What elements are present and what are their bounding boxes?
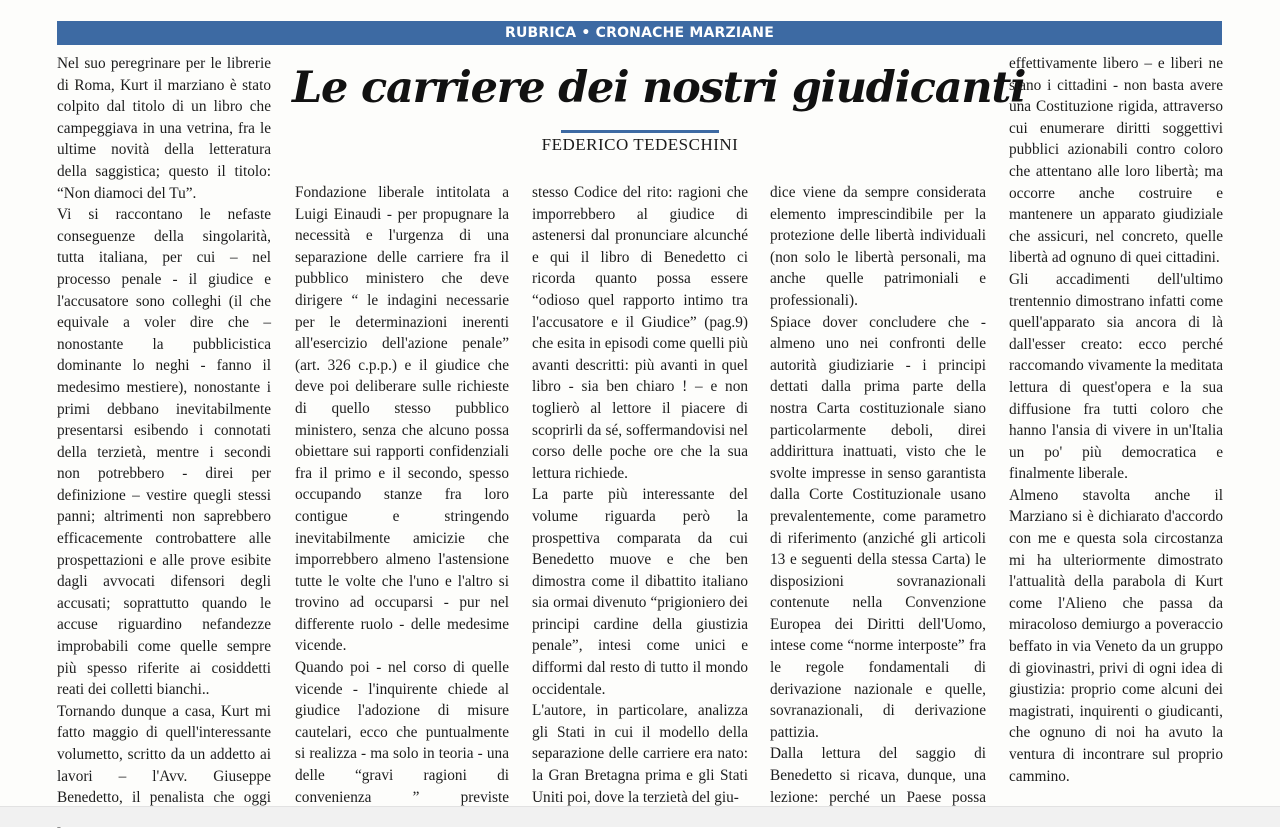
section-bar [57,21,1222,45]
column-paragraph: Gli accadimenti dell'ultimo trentennio dimostrano infatti come quell'apparato sia ancora di là dall'esser creato: ecco perché raccomando vivamente la meditata lettura di quest'opera e la sua diffusione fra tutti coloro che hanno l'ansia di vivere in un'Italia un po' più democratica e finalmente liberale. [1009,270,1223,483]
page-bottom-margin [0,806,1280,827]
column-paragraph: Fondazione liberale intitolata a Luigi Einaudi - per propugnare la necessità e l'urgenza di una separazione delle carriere fra il pubblico ministero che deve dirigere “ le indagini necessarie per le determinazioni inerenti all'esercizio dell'azione penale” (art. 326 c.p.p.) e il giudice che deve poi deliberare sulle richieste di quello stesso pubblico ministero, senza che alcuno possa obiettare sui rapporti confidenziali fra il primo e il secondo, spesso occupando stanze fra loro contigue e stringendo inevitabilmente amicizie che imporrebbero almeno l'astensione tutte le volte che l'uno e l'altro si trovino ad occuparsi - pur nel differente ruolo - delle medesime vicende. [295,184,509,655]
column-paragraph: Vi si raccontano le nefaste conseguenze della singolarità, tutta italiana, per cui – nel processo penale - il giudice e l'accusatore sono colleghi (il che equivale a voler dire che – nonostante la pubblicistica dominante lo neghi - fanno il medesimo mestiere), nonostante i primi debbano inevitabilmente presentarsi esibendo i connotati della terzietà, mentre i secondi non potrebbero - direi per definizione – vestire quegli stessi panni; altrimenti non saprebbero efficacemente controbattere alle prospettazioni e alle prove esibite dagli avvocati difensori degli accusati; soprattutto quando le accuse riguardino nefandezze improbabili come quelle sempre più spesso riferite ai cosiddetti reati dei colletti bianchi.. [57,206,271,699]
article-column-1 [57,53,271,830]
column-paragraph: La parte più interessante del volume riguarda però la prospettiva comparata da cui Benedetto muove e che ben dimostra come il dibattito italiano sia ormai divenuto “prigioniero dei principi cardine della giustizia penale”, intesi come unici e difformi dal resto di tutto il mondo occidentale. [532,486,748,698]
article-column-5 [1009,53,1223,787]
column-paragraph: Dalla lettura del saggio di Benedetto si ricava, dunque, una lezione: perché un Paese possa [770,745,986,806]
author-rule [561,130,719,133]
column-paragraph: L'autore, in particolare, analizza gli Stati in cui il modello della separazione delle carriere era nato: la Gran Bretagna prima e gli Stati Uniti poi, dove la terzietà del giu- [532,702,748,806]
column-paragraph: effettivamente libero – e liberi ne siano i cittadini - non basta avere una Costituzione rigida, attraverso cui enumerare diritti soggettivi pubblici azionabili contro coloro che attentano alle loro libertà; ma occorre anche costruire e mantenere un apparato giudiziale che assicuri, nel concreto, quelle libertà ad ognuno di quei cittadini. [1009,55,1223,267]
article-headline: Le carriere dei nostri giudicanti [292,63,1026,113]
article-column-2 [295,182,509,830]
column-paragraph: Quando poi - nel corso di quelle vicende - l'inquirente chiede al giudice l'adozione di misure cautelari, ecco che puntualmente si realizza - ma solo in teoria - una delle “gravi ragioni di convenienza ” previste [295,659,509,806]
article-column-4 [770,182,986,830]
column-paragraph: Spiace dover concludere che - almeno uno nei confronti delle autorità giudiziarie - i principi dettati dalla prima parte della nostra Carta costituzionale siano particolarmente deboli, direi addirittura inattuati, visto che le svolte impresse in senso garantista dalla Corte Costituzionale usano prevalentemente, come parametro di riferimento (anziché gli articoli 13 e seguenti della stessa Carta) le disposizioni sovranazionali contenute nella Convenzione Europea dei Diritti dell'Uomo, intese come “norme interposte” fra le regole fondamentali di derivazione nazionale e quelle, sovranazionali, di derivazione pattizia. [770,313,986,741]
column-paragraph: dice viene da sempre considerata elemento imprescindibile per la protezione delle libertà individuali (non solo le libertà personali, ma anche quelle patrimoniali e professionali). [770,184,986,309]
column-paragraph: Nel suo peregrinare per le librerie di Roma, Kurt il marziano è stato colpito dal titolo di un libro che campeggiava in una vetrina, fra le ultime novità della letteratura della saggistica; questo il titolo: “Non diamoci del Tu”. [57,55,271,202]
column-paragraph: stesso Codice del rito: ragioni che imporrebbero al giudice di astenersi dal pronunciare alcunché e qui il libro di Benedetto ci ricorda quanto possa essere “odioso quel rapporto intimo tra l'accusatore e il Giudice” (pag.9) che esita in episodi come quelli più avanti descritti: più avanti in quel libro - sia ben chiaro ! – e non toglierò al lettore il piacere di scoprirli da sé, soffermandovisi nel corso delle poche ore che la sua lettura richiede. [532,184,748,482]
article-author: FEDERICO TEDESCHINI [541,135,739,154]
article-column-3 [532,182,748,808]
column-paragraph: Tornando dunque a casa, Kurt mi fatto maggio di quell'interessante volumetto, scritto da un addetto ai lavori – l'Avv. Giuseppe Benedetto, il penalista che oggi [57,702,271,807]
column-paragraph: Almeno stavolta anche il Marziano si è dichiarato d'accordo con me e questa sola circostanza mi ha ulteriormente dimostrato l'attualità della parabola di Kurt come l'Alieno che passa da miracoloso demiurgo a poveraccio beffato in via Veneto da un gruppo di giovinastri, privi di ogni idea di giustizia: proprio come alcuni dei magistrati, inquirenti o giudicanti, che ognuno di noi ha avuto la ventura di incontrare sul proprio cammino. [1009,486,1223,785]
section-bar-label: RUBRICA • CRONACHE MARZIANE [505,25,774,41]
